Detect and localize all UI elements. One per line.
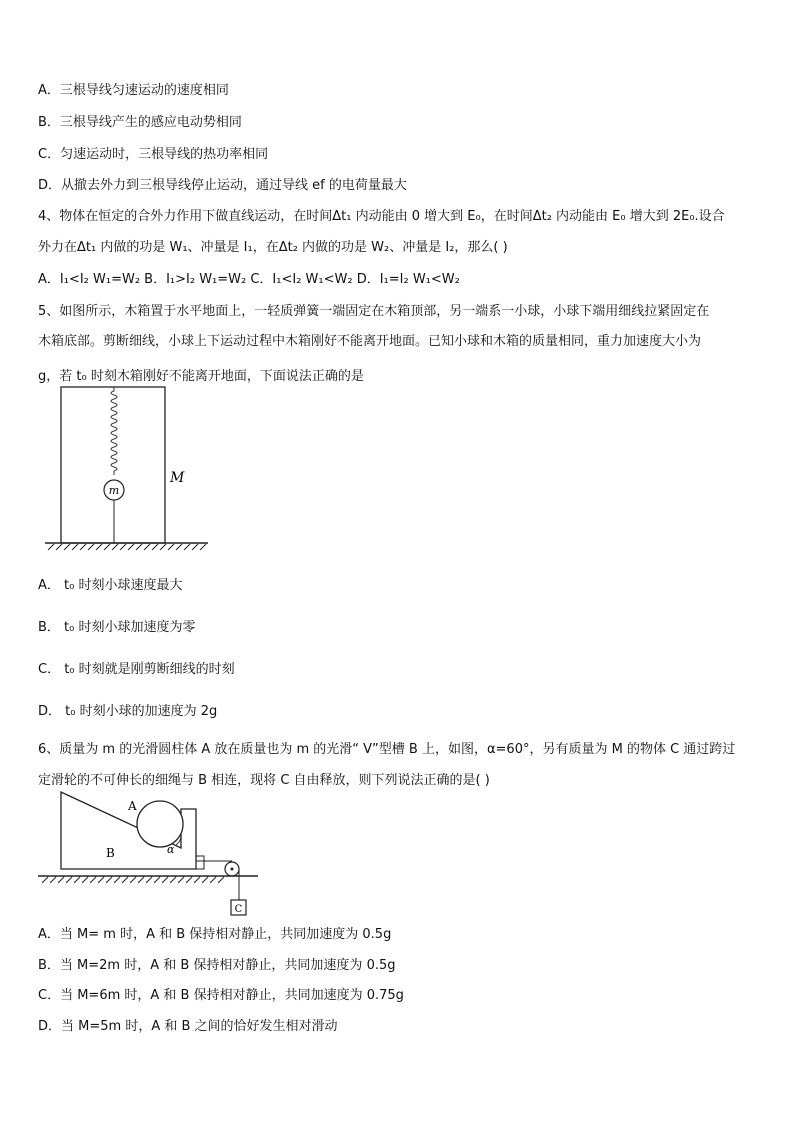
q6-option-d: D．当 M=5m 时，A 和 B 之间的恰好发生相对滑动	[38, 1019, 338, 1034]
q3-option-a: A．三根导线匀速运动的速度相同	[38, 83, 229, 98]
q4-options: A．I₁<I₂ W₁=W₂ B．I₁>I₂ W₁=W₂ C．I₁<I₂ W₁<W₂ D．I₁=I₂ W₁<W₂	[38, 272, 460, 287]
q6-option-b: B．当 M=2m 时，A 和 B 保持相对静止，共同加速度为 0.5g	[38, 958, 396, 973]
q6-option-c: C．当 M=6m 时，A 和 B 保持相对静止，共同加速度为 0.75g	[38, 988, 404, 1003]
spring	[111, 387, 117, 475]
cylinder-label: A	[128, 799, 137, 813]
q5-option-c: C． t₀ 时刻就是刚剪断细线的时刻	[38, 662, 235, 677]
q5-stem-line-1: 5、如图所示，木箱置于水平地面上，一轻质弹簧一端固定在木箱顶部，另一端系一小球，小球下端用细线拉紧固定在	[38, 304, 710, 319]
q3-option-d: D．从撤去外力到三根导线停止运动，通过导线 ef 的电荷量最大	[38, 178, 407, 193]
box-label: M	[170, 470, 185, 486]
q4-stem-line-1: 4、物体在恒定的合外力作用下做直线运动，在时间Δt₁ 内动能由 0 增大到 E₀，在时间Δt₂ 内动能由 E₀ 增大到 2E₀.设合	[38, 209, 725, 224]
q5-box-spring-figure	[40, 380, 220, 560]
ground-hatch	[48, 544, 206, 550]
q6-stem-line-1: 6、质量为 m 的光滑圆柱体 A 放在质量也为 m 的光滑“ V”型槽 B 上，如图，α=60°，另有质量为 M 的物体 C 通过跨过	[38, 742, 736, 757]
q3-option-b: B．三根导线产生的感应电动势相同	[38, 115, 242, 130]
pulley-axle	[231, 868, 234, 871]
q5-option-a: A． t₀ 时刻小球速度最大	[38, 578, 183, 593]
q6-option-a: A．当 M= m 时，A 和 B 保持相对静止，共同加速度为 0.5g	[38, 927, 392, 942]
angle-label: α	[167, 843, 175, 856]
block-label: B	[106, 846, 115, 860]
q3-option-c: C．匀速运动时，三根导线的热功率相同	[38, 147, 269, 162]
weight-label: C	[234, 904, 243, 915]
q6-stem-line-2: 定滑轮的不可伸长的细绳与 B 相连，现将 C 自由释放，则下列说法正确的是( )	[38, 773, 490, 788]
floor-hatch	[42, 877, 224, 883]
q5-option-b: B． t₀ 时刻小球加速度为零	[38, 620, 196, 635]
cylinder	[137, 801, 183, 847]
q5-stem-line-3: g，若 t₀ 时刻木箱刚好不能离开地面，下面说法正确的是	[38, 369, 364, 384]
q5-option-d: D． t₀ 时刻小球的加速度为 2g	[38, 704, 218, 719]
rope-connector	[196, 856, 204, 869]
q4-stem-line-2: 外力在Δt₁ 内做的功是 W₁、冲量是 I₁，在Δt₂ 内做的功是 W₂、冲量是 I₂，那么( )	[38, 240, 508, 255]
ball-label: m	[108, 484, 120, 497]
q6-incline-pulley-figure	[36, 790, 266, 922]
q5-stem-line-2: 木箱底部。剪断细线，小球上下运动过程中木箱刚好不能离开地面。已知小球和木箱的质量相同，重力加速度大小为	[38, 334, 702, 349]
